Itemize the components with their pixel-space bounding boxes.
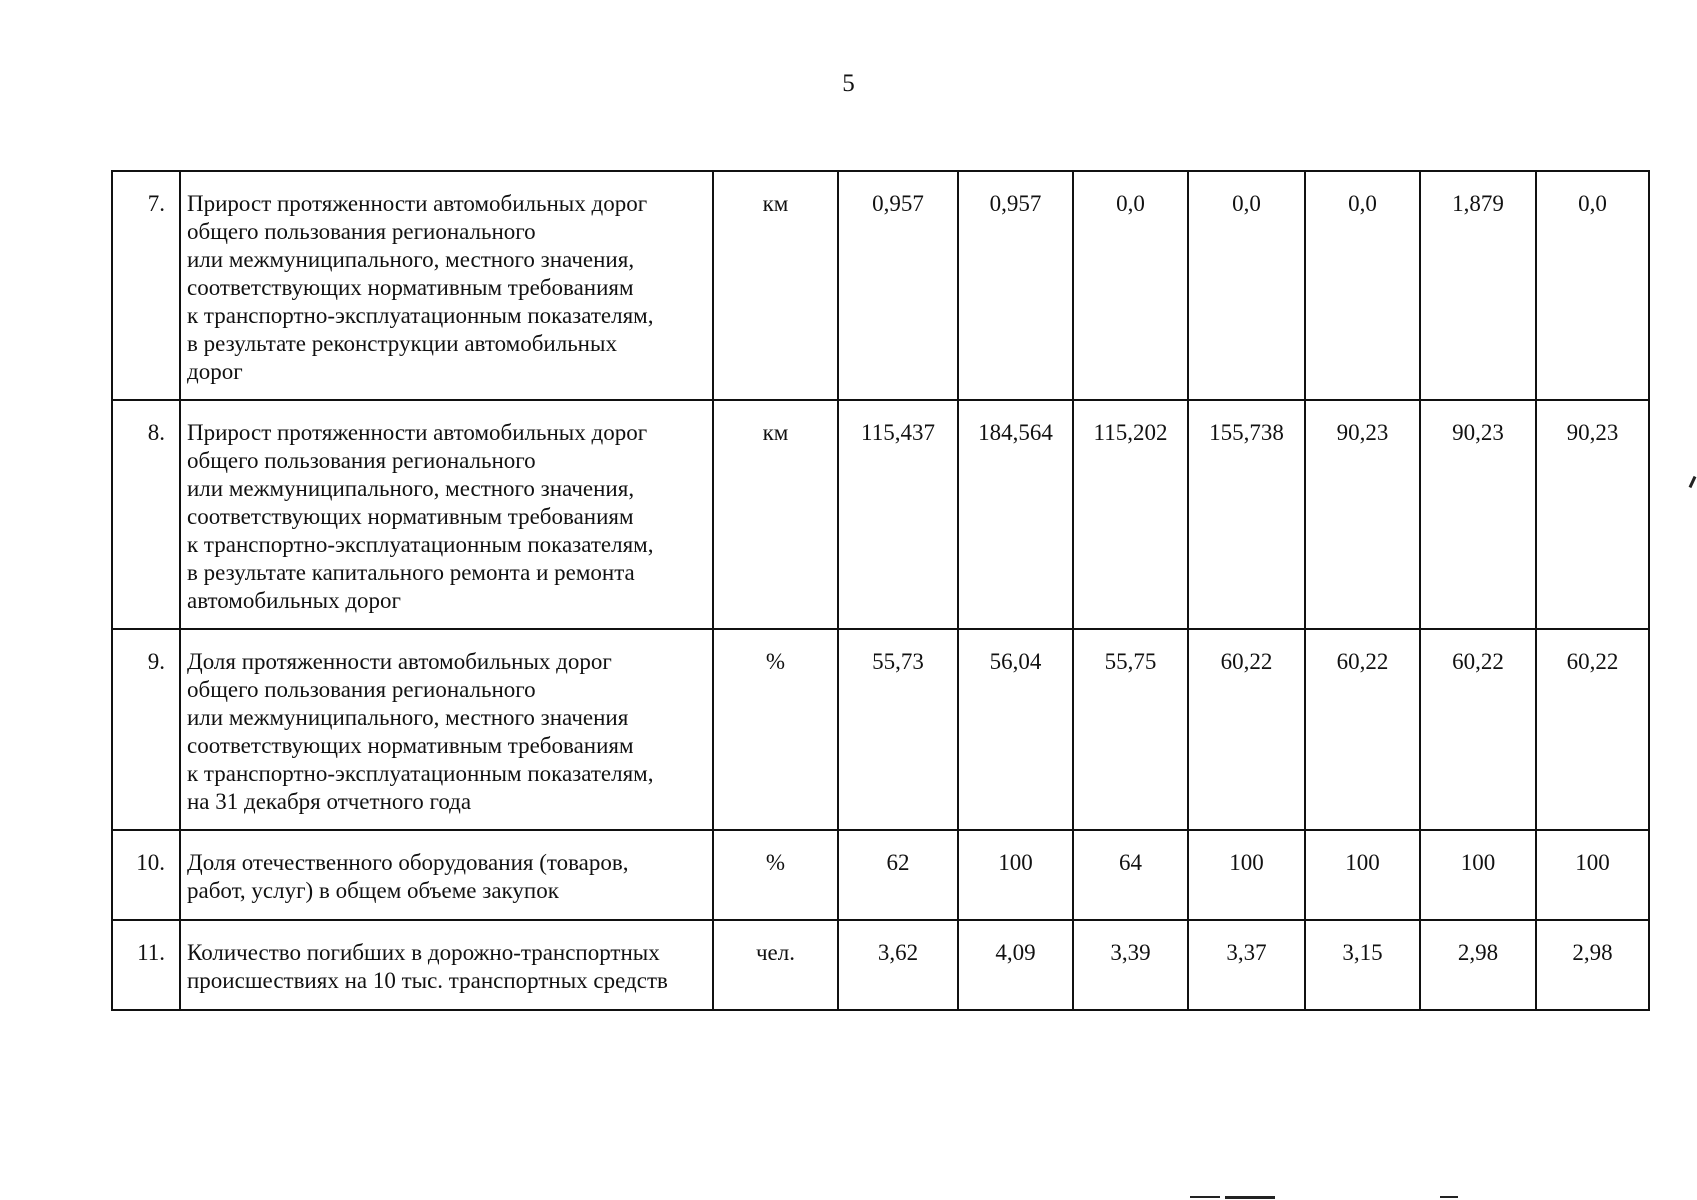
value-cell: 0,957 (958, 171, 1073, 400)
row-number: 10. (112, 830, 180, 920)
value-cell: 0,0 (1073, 171, 1188, 400)
value-cell: 2,98 (1536, 920, 1649, 1010)
value-cell: 100 (1305, 830, 1420, 920)
value-cell: 100 (1420, 830, 1536, 920)
unit-cell: % (713, 629, 838, 830)
value-cell: 100 (958, 830, 1073, 920)
scan-artifact (1440, 1196, 1458, 1198)
row-number: 9. (112, 629, 180, 830)
indicator-name: Доля протяженности автомобильных дорог общего пользования регионального или межмуниципального, местного значения соответствующих нормативным требованиям к транспортно-эксплуатационным показателям, на 31 декабря отчетного года (180, 629, 713, 830)
unit-cell: % (713, 830, 838, 920)
value-cell: 115,202 (1073, 400, 1188, 629)
value-cell: 3,39 (1073, 920, 1188, 1010)
indicator-name: Прирост протяженности автомобильных дорог общего пользования регионального или межмуниципального, местного значения, соответствующих нормативным требованиям к транспортно-эксплуатационным показателям, в результате реконструкции автомобильных дорог (180, 171, 713, 400)
value-cell: 1,879 (1420, 171, 1536, 400)
value-cell: 4,09 (958, 920, 1073, 1010)
value-cell: 100 (1188, 830, 1305, 920)
indicator-name: Количество погибших в дорожно-транспортных происшествиях на 10 тыс. транспортных средств (180, 920, 713, 1010)
value-cell: 3,62 (838, 920, 958, 1010)
value-cell: 55,73 (838, 629, 958, 830)
indicator-name: Доля отечественного оборудования (товаров, работ, услуг) в общем объеме закупок (180, 830, 713, 920)
value-cell: 56,04 (958, 629, 1073, 830)
scan-artifact (1225, 1196, 1275, 1199)
value-cell: 60,22 (1536, 629, 1649, 830)
unit-cell: чел. (713, 920, 838, 1010)
value-cell: 184,564 (958, 400, 1073, 629)
table-row (112, 171, 1649, 400)
value-cell: 90,23 (1305, 400, 1420, 629)
value-cell: 55,75 (1073, 629, 1188, 830)
indicator-name: Прирост протяженности автомобильных дорог общего пользования регионального или межмуниципального, местного значения, соответствующих нормативным требованиям к транспортно-эксплуатационным показателям, в результате капитального ремонта и ремонта автомобильных дорог (180, 400, 713, 629)
value-cell: 90,23 (1536, 400, 1649, 629)
table-row (112, 920, 1649, 1010)
value-cell: 3,15 (1305, 920, 1420, 1010)
value-cell: 90,23 (1420, 400, 1536, 629)
row-number: 11. (112, 920, 180, 1010)
row-number: 8. (112, 400, 180, 629)
value-cell: 0,957 (838, 171, 958, 400)
value-cell: 60,22 (1188, 629, 1305, 830)
scan-artifact (1190, 1196, 1220, 1198)
indicators-table (111, 170, 1650, 1011)
value-cell: 115,437 (838, 400, 958, 629)
value-cell: 100 (1536, 830, 1649, 920)
value-cell: 62 (838, 830, 958, 920)
value-cell: 3,37 (1188, 920, 1305, 1010)
row-number: 7. (112, 171, 180, 400)
unit-cell: км (713, 171, 838, 400)
value-cell: 60,22 (1420, 629, 1536, 830)
scan-artifact (1689, 476, 1697, 488)
value-cell: 0,0 (1188, 171, 1305, 400)
value-cell: 0,0 (1305, 171, 1420, 400)
value-cell: 2,98 (1420, 920, 1536, 1010)
table-row (112, 830, 1649, 920)
page-number: 5 (842, 70, 855, 97)
value-cell: 0,0 (1536, 171, 1649, 400)
value-cell: 64 (1073, 830, 1188, 920)
value-cell: 60,22 (1305, 629, 1420, 830)
table-row (112, 400, 1649, 629)
table-row (112, 629, 1649, 830)
unit-cell: км (713, 400, 838, 629)
value-cell: 155,738 (1188, 400, 1305, 629)
